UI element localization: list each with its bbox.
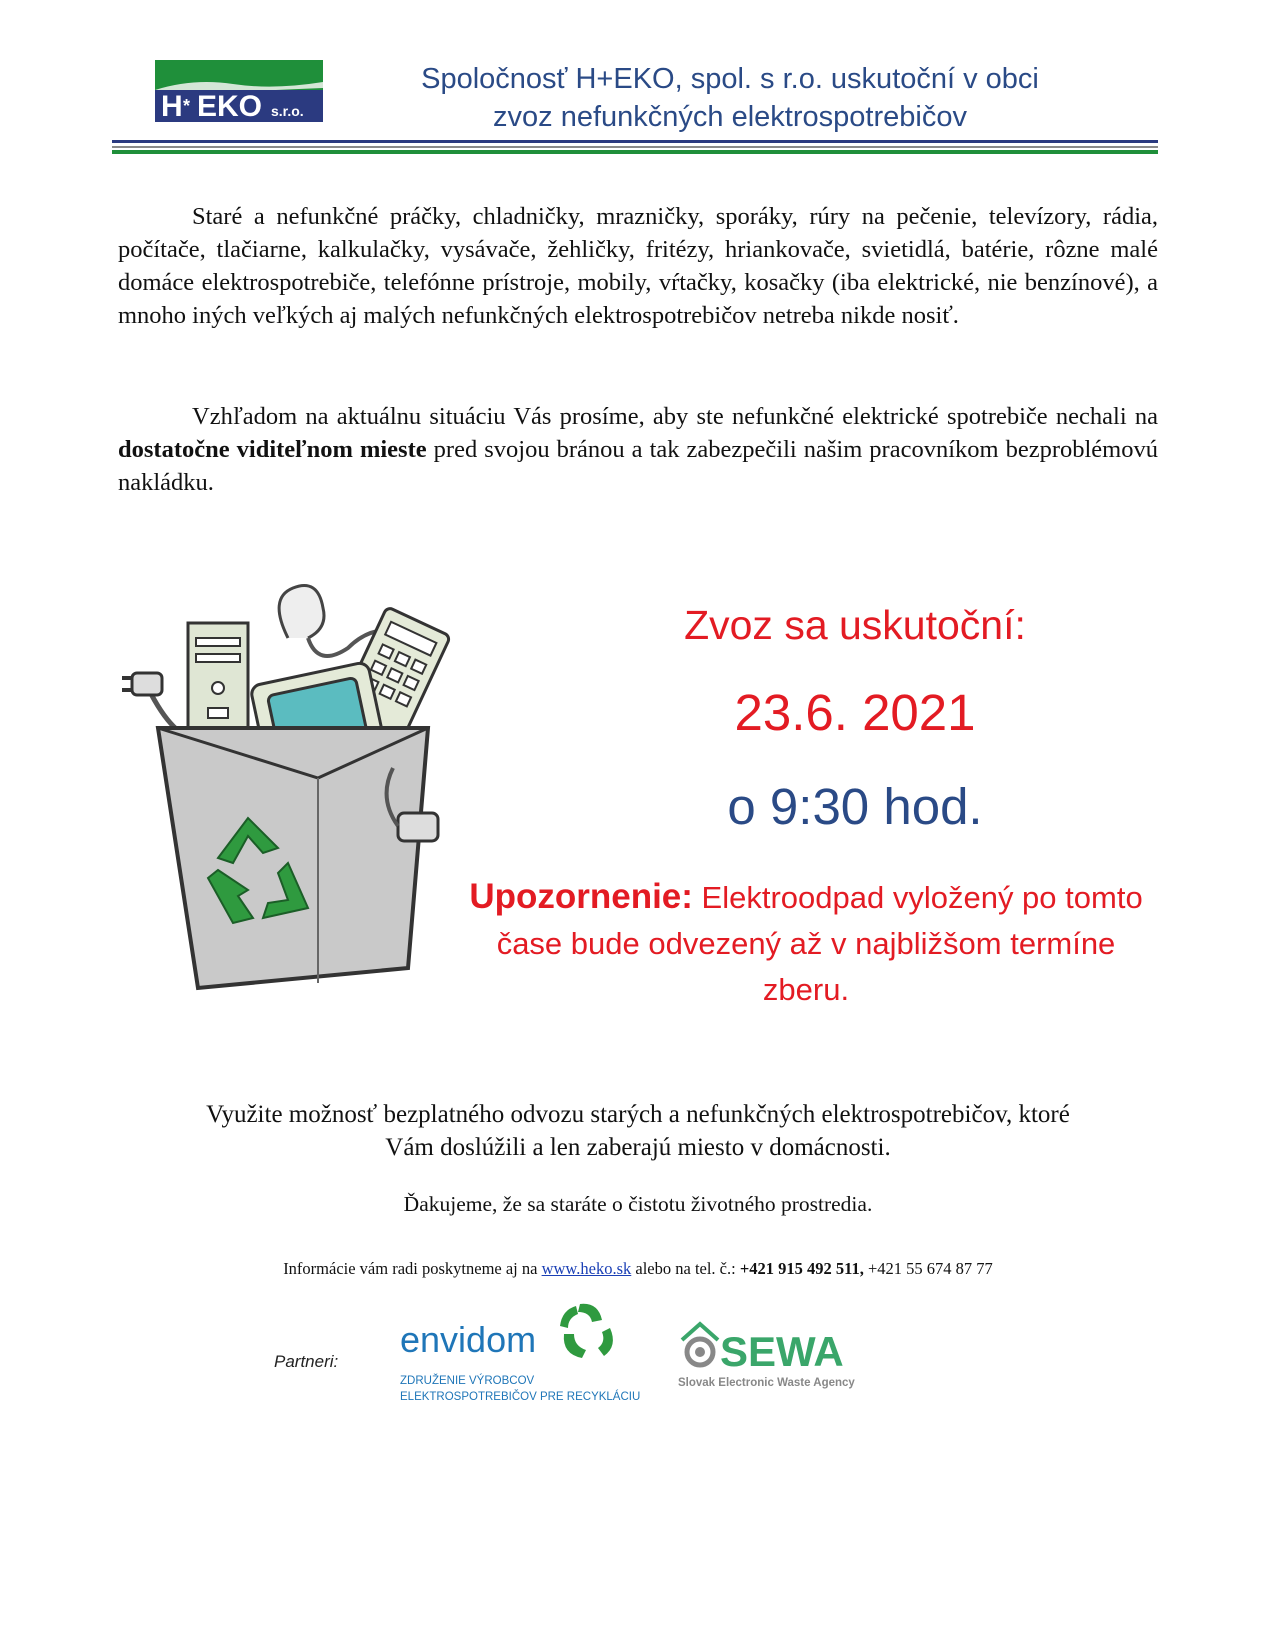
sewa-name: SEWA — [720, 1328, 844, 1375]
intro-paragraph: Staré a nefunkčné práčky, chladničky, mrazničky, sporáky, rúry na pečenie, televízory, rádia, počítače, tlačiarne, kalkulačky, vysávače, žehličky, fritézy, hriankovače, svietidlá, batérie, rôzne malé domáce elektrospotrebiče, telefónne prístroje, mobily, vŕtačky, kosačky (iba elektrické, nie benzínové), a mnoho iných veľkých aj malých nefunkčných elektrospotrebičov netreba nikde nosiť. — [118, 203, 1158, 329]
instruction-text-2: pred svojou bránou a tak zabezpečili našim pracovníkom bezproblémovú nakládku. — [118, 436, 1158, 496]
notice — [466, 874, 1146, 1013]
instruction-emphasis: dostatočne viditeľnom mieste — [118, 436, 427, 463]
header-title — [360, 60, 1100, 136]
envidom-subtitle-1: ZDRUŽENIE VÝROBCOV — [400, 1375, 535, 1387]
info-middle: alebo na tel. č.: — [631, 1259, 740, 1278]
info-prefix: Informácie vám radi poskytneme aj na — [283, 1259, 542, 1278]
event-time: o 9:30 hod. — [727, 778, 983, 835]
envidom-logo — [400, 1300, 640, 1410]
svg-text:EKO: EKO — [197, 90, 263, 123]
instruction-paragraph — [118, 400, 1158, 499]
header-divider — [112, 140, 1158, 160]
svg-text:*: * — [183, 96, 191, 116]
partners-label: Partneri: — [274, 1352, 339, 1371]
heko-logo — [153, 60, 337, 130]
recycling-bin-electronics-image — [118, 578, 478, 1008]
sewa-logo — [678, 1318, 888, 1398]
phone-primary: +421 915 492 511, — [739, 1259, 864, 1278]
envidom-name: envidom — [400, 1319, 537, 1360]
svg-text:H: H — [161, 90, 183, 123]
notice-label: Upozornenie: — [469, 877, 693, 916]
offer-text — [118, 1098, 1158, 1164]
offer-line1: Využite možnosť bezplatného odvozu starých a nefunkčných elektrospotrebičov, ktoré — [206, 1101, 1070, 1128]
envidom-subtitle-2: ELEKTROSPOTREBIČOV PRE RECYKLÁCIU — [400, 1391, 640, 1403]
thanks-text: Ďakujeme, že sa staráte o čistotu životného prostredia. — [403, 1192, 873, 1216]
instruction-text-1: Vzhľadom na aktuálnu situáciu Vás prosíme, aby ste nefunkčné elektrické spotrebiče nechali na — [192, 403, 1158, 430]
notice-text: Elektroodpad vyložený po tomto čase bude odvezený až v najbližšom termíne zberu. — [496, 880, 1143, 1007]
contact-info — [118, 1258, 1158, 1280]
svg-text:s.r.o.: s.r.o. — [271, 103, 304, 119]
website-link[interactable]: www.heko.sk — [541, 1259, 632, 1278]
event-date: 23.6. 2021 — [734, 684, 976, 741]
offer-line2: Vám doslúžili a len zaberajú miesto v domácnosti. — [385, 1134, 891, 1161]
sewa-subtitle: Slovak Electronic Waste Agency — [678, 1377, 855, 1389]
phone-secondary: +421 55 674 87 77 — [863, 1259, 993, 1278]
header-title-line1: Spoločnosť H+EKO, spol. s r.o. uskutoční v obci — [421, 63, 1039, 95]
event-heading: Zvoz sa uskutoční: — [684, 602, 1026, 648]
header-title-line2: zvoz nefunkčných elektrospotrebičov — [493, 101, 967, 133]
